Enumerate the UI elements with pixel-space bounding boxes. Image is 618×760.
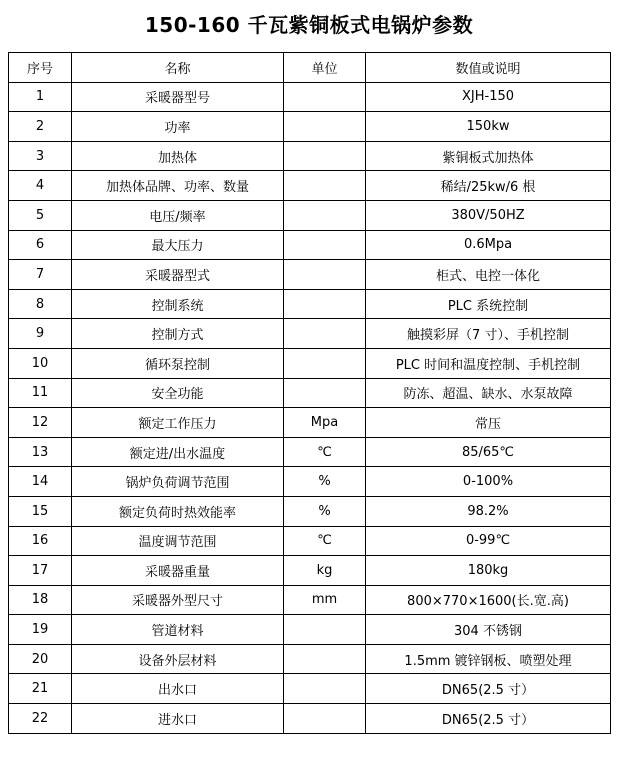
table-row [9,674,611,704]
table-row [9,644,611,674]
row-no-cell: 7 [9,260,72,290]
row-value-cell: PLC 系统控制 [366,289,611,319]
table-row [9,615,611,645]
row-value-cell: 1.5mm 镀锌钢板、喷塑处理 [366,644,611,674]
row-unit-cell: Mpa [284,408,366,438]
header-name: 名称 [72,53,284,83]
row-unit-cell [284,704,366,734]
table-body [9,82,611,733]
row-value-cell: 柜式、电控一体化 [366,260,611,290]
row-value-cell: 0.6Mpa [366,230,611,260]
row-no-cell: 2 [9,112,72,142]
row-no-cell: 11 [9,378,72,408]
table-row [9,230,611,260]
row-no-cell: 22 [9,704,72,734]
row-name-cell: 额定进/出水温度 [72,437,284,467]
table-row [9,141,611,171]
row-value-cell: 常压 [366,408,611,438]
row-unit-cell [284,348,366,378]
row-unit-cell: mm [284,585,366,615]
row-name-cell: 额定负荷时热效能率 [72,496,284,526]
row-name-cell: 采暖器外型尺寸 [72,585,284,615]
row-unit-cell: % [284,496,366,526]
row-name-cell: 循环泵控制 [72,348,284,378]
row-name-cell: 采暖器重量 [72,556,284,586]
row-unit-cell [284,171,366,201]
row-unit-cell [284,378,366,408]
row-no-cell: 14 [9,467,72,497]
table-row [9,408,611,438]
row-no-cell: 6 [9,230,72,260]
row-value-cell: 180kg [366,556,611,586]
row-value-cell: 304 不锈钢 [366,615,611,645]
table-row [9,260,611,290]
row-name-cell: 出水口 [72,674,284,704]
row-unit-cell [284,230,366,260]
table-row [9,556,611,586]
row-unit-cell [284,319,366,349]
row-value-cell: 150kw [366,112,611,142]
row-no-cell: 18 [9,585,72,615]
table-row [9,348,611,378]
header-value: 数值或说明 [366,53,611,83]
table-header-row [9,53,611,83]
row-unit-cell [284,82,366,112]
row-no-cell: 5 [9,200,72,230]
row-unit-cell [284,289,366,319]
table-row [9,496,611,526]
row-name-cell: 加热体品牌、功率、数量 [72,171,284,201]
row-unit-cell: kg [284,556,366,586]
row-no-cell: 17 [9,556,72,586]
row-value-cell: 0-99℃ [366,526,611,556]
row-name-cell: 锅炉负荷调节范围 [72,467,284,497]
row-no-cell: 21 [9,674,72,704]
row-no-cell: 20 [9,644,72,674]
row-value-cell: 防冻、超温、缺水、水泵故障 [366,378,611,408]
row-value-cell: 稀结/25kw/6 根 [366,171,611,201]
row-name-cell: 采暖器型式 [72,260,284,290]
row-name-cell: 温度调节范围 [72,526,284,556]
row-no-cell: 9 [9,319,72,349]
table-row [9,437,611,467]
row-name-cell: 进水口 [72,704,284,734]
row-value-cell: 800×770×1600(长.宽.高) [366,585,611,615]
table-row [9,171,611,201]
row-unit-cell: ℃ [284,437,366,467]
row-value-cell: 0-100% [366,467,611,497]
row-unit-cell [284,615,366,645]
row-unit-cell [284,644,366,674]
row-no-cell: 8 [9,289,72,319]
row-name-cell: 安全功能 [72,378,284,408]
row-name-cell: 控制方式 [72,319,284,349]
row-unit-cell [284,260,366,290]
table-row [9,319,611,349]
row-value-cell: 85/65℃ [366,437,611,467]
table-row [9,378,611,408]
parameter-table [8,52,611,734]
row-value-cell: DN65(2.5 寸） [366,704,611,734]
row-name-cell: 最大压力 [72,230,284,260]
row-unit-cell [284,112,366,142]
table-row [9,585,611,615]
row-unit-cell [284,200,366,230]
row-value-cell: XJH-150 [366,82,611,112]
row-no-cell: 15 [9,496,72,526]
row-unit-cell: ℃ [284,526,366,556]
table-row [9,82,611,112]
row-unit-cell [284,141,366,171]
row-name-cell: 额定工作压力 [72,408,284,438]
table-row [9,526,611,556]
row-no-cell: 12 [9,408,72,438]
table-row [9,704,611,734]
row-no-cell: 1 [9,82,72,112]
table-row [9,467,611,497]
row-no-cell: 10 [9,348,72,378]
table-row [9,200,611,230]
header-no: 序号 [9,53,72,83]
row-no-cell: 4 [9,171,72,201]
row-name-cell: 功率 [72,112,284,142]
row-no-cell: 16 [9,526,72,556]
row-value-cell: 触摸彩屏（7 寸）、手机控制 [366,319,611,349]
row-value-cell: 紫铜板式加热体 [366,141,611,171]
row-name-cell: 采暖器型号 [72,82,284,112]
row-name-cell: 电压/频率 [72,200,284,230]
row-value-cell: PLC 时间和温度控制、手机控制 [366,348,611,378]
row-value-cell: 98.2% [366,496,611,526]
row-unit-cell: % [284,467,366,497]
row-name-cell: 加热体 [72,141,284,171]
row-no-cell: 13 [9,437,72,467]
row-unit-cell [284,674,366,704]
page-title: 150-160 千瓦紫铜板式电锅炉参数 [144,13,474,37]
table-row [9,112,611,142]
row-no-cell: 3 [9,141,72,171]
row-no-cell: 19 [9,615,72,645]
row-name-cell: 控制系统 [72,289,284,319]
header-unit: 单位 [284,53,366,83]
row-value-cell: DN65(2.5 寸） [366,674,611,704]
table-row [9,289,611,319]
row-value-cell: 380V/50HZ [366,200,611,230]
row-name-cell: 设备外层材料 [72,644,284,674]
row-name-cell: 管道材料 [72,615,284,645]
